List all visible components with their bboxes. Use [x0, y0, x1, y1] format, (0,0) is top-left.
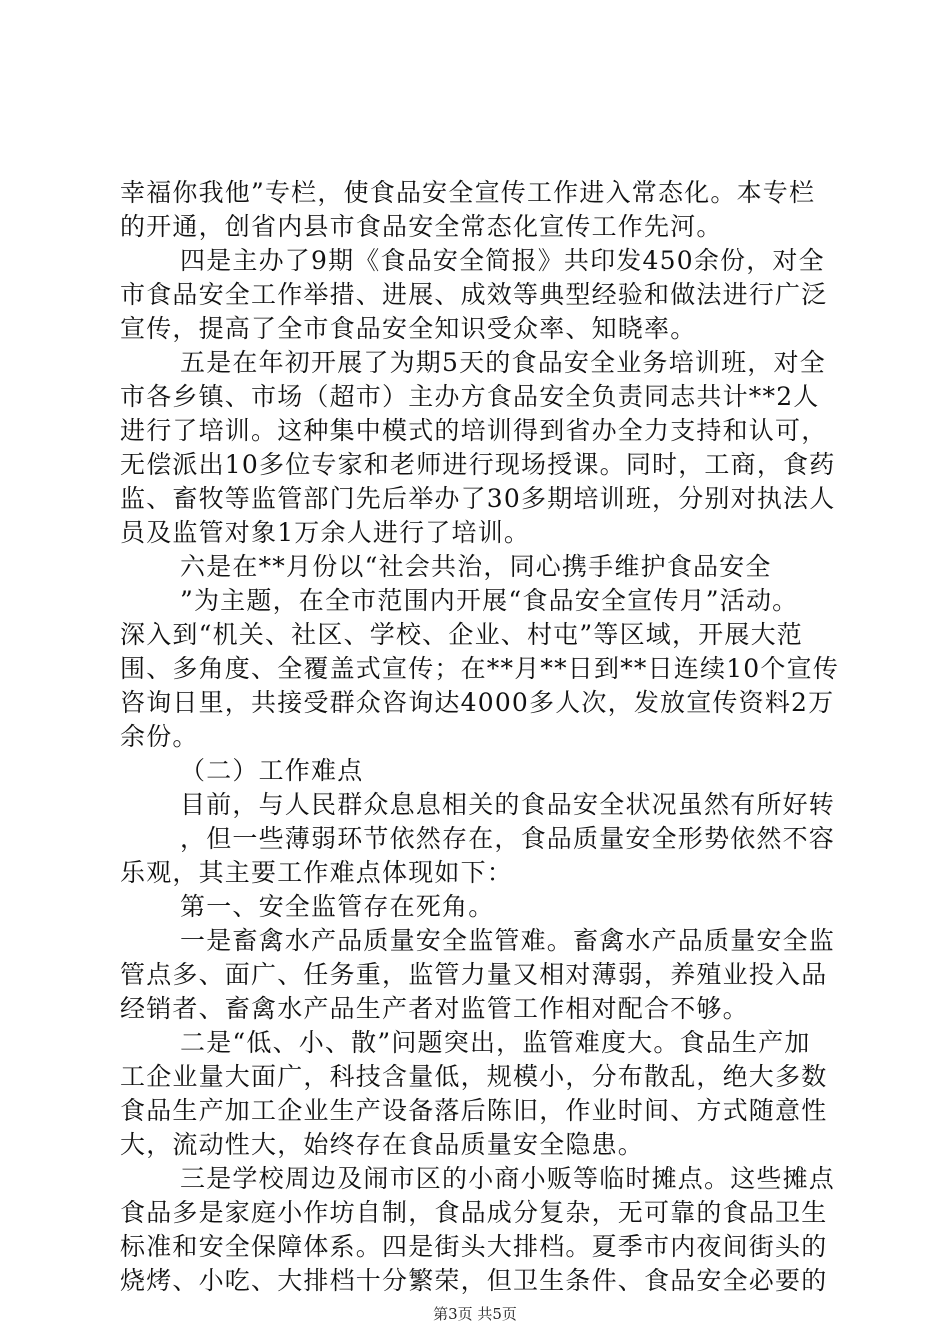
- text-line: 二是“低、小、散”问题突出，监管难度大。食品生产加: [180, 1028, 811, 1057]
- text-line: 管点多、面广、任务重，监管力量又相对薄弱，养殖业投入品: [120, 960, 828, 989]
- text-line: 第一、安全监管存在死角。: [180, 892, 495, 921]
- text-line: 六是在**月份以“社会共治，同心携手维护食品安全: [180, 552, 772, 581]
- text-line: 四是主办了9期《食品安全简报》共印发450余份，对全: [180, 246, 825, 275]
- text-line: 员及监管对象1万余人进行了培训。: [120, 518, 531, 547]
- text-line: 进行了培训。这种集中模式的培训得到省办全力支持和认可，: [120, 416, 828, 445]
- text-line: 五是在年初开展了为期5天的食品安全业务培训班，对全: [180, 348, 826, 377]
- text-line: 工企业量大面广，科技含量低，规模小，分布散乱，绝大多数: [120, 1062, 828, 1091]
- text-line: 市各乡镇、市场（超市）主办方食品安全负责同志共计**2人: [120, 382, 820, 411]
- text-line: 咨询日里，共接受群众咨询达4000多人次，发放宣传资料2万: [120, 688, 835, 717]
- text-line: 幸福你我他”专栏，使食品安全宣传工作进入常态化。本专栏: [120, 178, 816, 207]
- document-body: [120, 176, 840, 1298]
- text-line: ，但一些薄弱环节依然存在，食品质量安全形势依然不容: [180, 824, 836, 853]
- text-line: ”为主题，在全市范围内开展“食品安全宣传月”活动。: [180, 586, 799, 615]
- text-line: 烧烤、小吃、大排档十分繁荣，但卫生条件、食品安全必要的: [120, 1266, 828, 1295]
- text-line: 经销者、畜禽水产品生产者对监管工作相对配合不够。: [120, 994, 749, 1023]
- text-line: 余份。: [120, 722, 199, 751]
- text-line: 宣传，提高了全市食品安全知识受众率、知晓率。: [120, 314, 697, 343]
- text-line: 一是畜禽水产品质量安全监管难。畜禽水产品质量安全监: [180, 926, 836, 955]
- text-line: 乐观，其主要工作难点体现如下：: [120, 858, 514, 887]
- text-line: 食品生产加工企业生产设备落后陈旧，作业时间、方式随意性: [120, 1096, 828, 1125]
- page-footer: 第3页 共5页: [433, 1305, 517, 1323]
- text-line: 三是学校周边及闹市区的小商小贩等临时摊点。这些摊点: [180, 1164, 836, 1193]
- text-line: 的开通，创省内县市食品安全常态化宣传工作先河。: [120, 212, 723, 241]
- text-line: 监、畜牧等监管部门先后举办了30多期培训班，分别对执法人: [120, 484, 836, 513]
- text-line: 标准和安全保障体系。四是街头大排档。夏季市内夜间街头的: [120, 1232, 828, 1261]
- text-line: 市食品安全工作举措、进展、成效等典型经验和做法进行广泛: [120, 280, 828, 309]
- text-line: 围、多角度、全覆盖式宣传；在**月**日到**日连续10个宣传: [120, 654, 840, 683]
- text-line: 目前，与人民群众息息相关的食品安全状况虽然有所好转: [180, 790, 836, 819]
- text-line: 大，流动性大，始终存在食品质量安全隐患。: [120, 1130, 645, 1159]
- text-line: （二）工作难点: [180, 756, 364, 785]
- text-line: 食品多是家庭小作坊自制，食品成分复杂，无可靠的食品卫生: [120, 1198, 828, 1227]
- text-line: 无偿派出10多位专家和老师进行现场授课。同时，工商，食药: [120, 450, 836, 479]
- text-line: 深入到“机关、社区、学校、企业、村屯”等区域，开展大范: [120, 620, 803, 649]
